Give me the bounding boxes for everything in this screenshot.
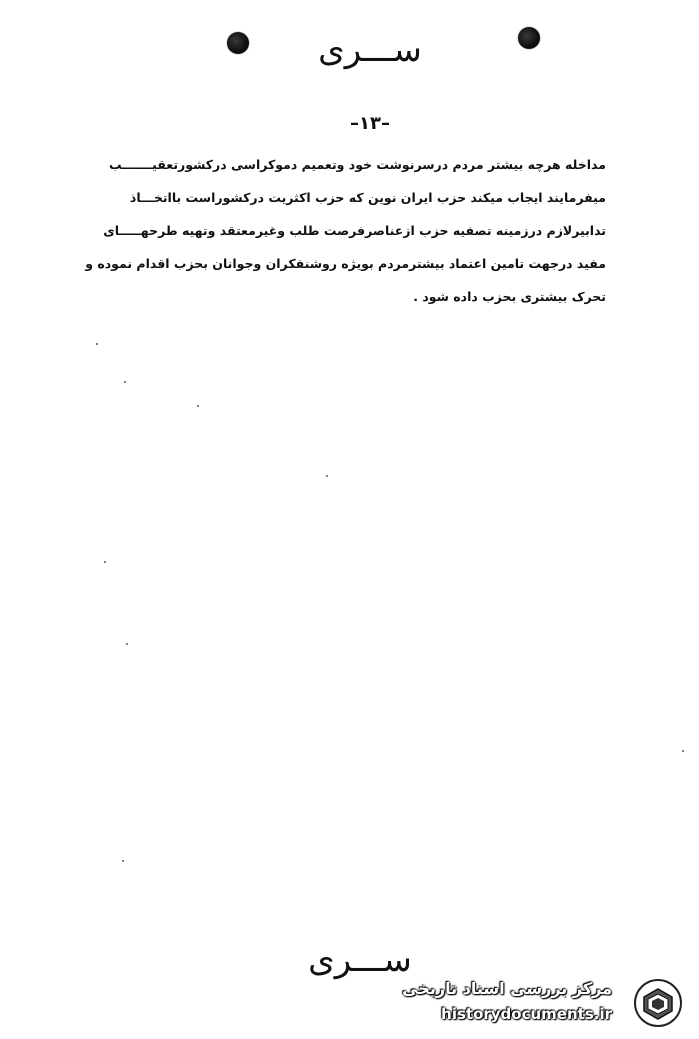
classification-footer: ســـری: [308, 940, 412, 980]
archive-logo-icon: [632, 977, 684, 1029]
watermark: [402, 975, 690, 1031]
scan-speck: [122, 860, 124, 862]
classification-header: ســـری: [318, 30, 422, 70]
scan-speck: [104, 561, 106, 563]
scan-speck: [682, 750, 684, 752]
text-line: تحرک بیشتری بحزب داده شود .: [413, 289, 606, 304]
punch-hole-left: [227, 32, 249, 54]
text-line: میفرمایند ایجاب میکند حزب ایران نوین که حزب اکثریت درکشوراست بااتخـــاذ: [129, 190, 606, 205]
watermark-title: مرکز بررسی اسناد تاریخی: [402, 979, 612, 998]
scan-speck: [326, 475, 328, 477]
scan-speck: [124, 381, 126, 383]
page-number: –۱۳–: [350, 113, 390, 134]
text-line: مداخله هرچه بیشتر مردم درسرنوشت خود وتعمیم دموکراسی درکشورتعقیـــــــب: [109, 157, 606, 172]
scan-speck: [96, 343, 98, 345]
text-line: مفید درجهت تامین اعتماد بیشترمردم بویژه روشنفکران وجوانان بحزب اقدام نموده و: [85, 256, 606, 271]
body-text: [80, 152, 606, 317]
watermark-url: historydocuments.ir: [441, 1005, 612, 1023]
scan-speck: [197, 405, 199, 407]
punch-hole-right: [518, 27, 540, 49]
scan-speck: [126, 643, 128, 645]
text-line: تدابیرلازم درزمینه تصفیه حزب ازعناصرفرصت طلب وغیرمعتقد وتهیه طرحهـــــای: [103, 223, 606, 238]
